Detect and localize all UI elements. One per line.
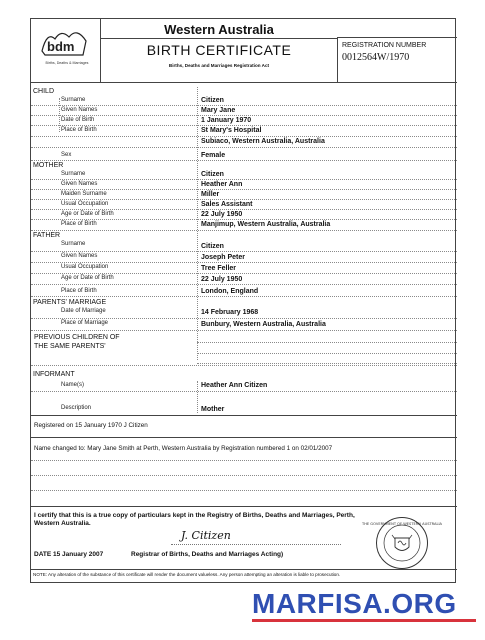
section-parents-marriage: PARENTS' MARRIAGE [33, 299, 107, 306]
table-row [197, 343, 457, 354]
divider [31, 437, 457, 438]
title-box [101, 19, 337, 83]
previous-children-label-1: PREVIOUS CHILDREN OF [34, 334, 120, 341]
divider [31, 460, 457, 461]
table-row [31, 286, 457, 297]
table-row [31, 107, 457, 116]
table-row [31, 97, 457, 106]
divider [31, 569, 457, 570]
field-value: Heather Ann [201, 181, 243, 188]
logo-box [31, 19, 101, 83]
field-label: Place of Birth [61, 127, 97, 133]
field-value: 14 February 1968 [201, 309, 259, 316]
table-row [31, 393, 457, 415]
table-row [31, 191, 457, 200]
table-row [197, 354, 457, 364]
field-value: Bunbury, Western Australia, Australia [201, 321, 326, 328]
bdm-logo-icon [39, 25, 91, 61]
name-change-text: Name changed to: Mary Jane Smith at Perth, Western Australia by Registration numbered 1 on 02/01/2007 [34, 445, 333, 452]
table-row [31, 127, 457, 137]
seal-text: THE GOVERNMENT OF WESTERN AUSTRALIA [361, 522, 443, 526]
field-label: Description [61, 405, 92, 411]
field-value: Citizen [201, 97, 224, 104]
table-row [31, 275, 457, 285]
field-label: Usual Occupation [61, 201, 109, 207]
field-value: 22 July 1950 [201, 211, 243, 218]
signature-line [171, 544, 341, 545]
divider [31, 490, 457, 491]
divider [31, 415, 457, 416]
field-label: Place of Marriage [61, 320, 109, 326]
field-label: Place of Birth [61, 288, 97, 294]
table-row [31, 264, 457, 274]
registrar-label: Registrar of Births, Deaths and Marriages Acting) [131, 551, 284, 558]
section-father: FATHER [33, 232, 61, 239]
table-row [31, 308, 457, 319]
field-value: Mother [201, 406, 225, 413]
field-value: Joseph Peter [201, 254, 245, 261]
field-label: Sex [61, 152, 72, 158]
field-label: Surname [61, 241, 86, 247]
divider [31, 506, 457, 507]
section-mother: MOTHER [33, 162, 64, 169]
field-label: Name(s) [61, 382, 85, 388]
field-value: St Mary's Hospital [201, 127, 262, 134]
field-value: Citizen [201, 171, 224, 178]
table-row [31, 201, 457, 210]
field-value: Female [201, 152, 226, 159]
field-label: Usual Occupation [61, 264, 109, 270]
section-child: CHILD [33, 88, 55, 95]
field-label: Place of Birth [61, 221, 97, 227]
table-row [31, 181, 457, 190]
table-row [31, 117, 457, 126]
table-row [31, 221, 457, 231]
logo-caption: Births, Deaths & Marriages [45, 61, 89, 65]
table-row [31, 380, 457, 392]
table-row [31, 253, 457, 263]
field-value: Sales Assistant [201, 201, 253, 208]
field-value: London, England [201, 288, 259, 295]
field-value: Miller [201, 191, 220, 198]
field-label: Surname [61, 97, 86, 103]
act-subtitle: Births, Deaths and Marriages Registration Act [168, 63, 270, 68]
table-row [31, 149, 457, 161]
section-informant: INFORMANT [33, 371, 75, 378]
field-label: Surname [61, 171, 86, 177]
watermark-underline [252, 619, 476, 622]
signature: J. Citizen [181, 529, 231, 542]
svg-text:bdm: bdm [47, 39, 75, 54]
divider [31, 365, 457, 366]
field-value: 1 January 1970 [201, 117, 252, 124]
field-label: Age or Date of Birth [61, 211, 114, 217]
field-value: Mary Jane [201, 107, 236, 114]
field-value: Tree Feller [201, 265, 237, 272]
registration-box [337, 37, 457, 83]
table-row [31, 171, 457, 180]
table-row [197, 332, 457, 343]
birth-certificate [30, 18, 456, 583]
previous-children-label-2: THE SAME PARENTS' [34, 343, 106, 350]
table-row [31, 241, 457, 252]
registration-number: 0012564W/1970 [342, 52, 410, 63]
footer-note: NOTE: Any alteration of the substance of this certificate will render the document valueless. Any person attempting an alteration is liable to prosecution. [33, 572, 341, 577]
field-value: Heather Ann Citizen [201, 382, 268, 389]
table-row [31, 320, 457, 331]
divider [31, 475, 457, 476]
table-row [31, 138, 457, 148]
field-label: Given Names [61, 253, 98, 259]
field-value: Citizen [201, 243, 224, 250]
field-label: Maiden Surname [61, 191, 107, 197]
registered-text: Registered on 15 January 1970 J Citizen [34, 422, 148, 429]
field-label: Age or Date of Birth [61, 275, 114, 281]
certification-statement: I certify that this is a true copy of particulars kept in the Registry of Births, Deaths and Marriages, Perth, Western Australia. [34, 512, 355, 527]
field-label: Given Names [61, 181, 98, 187]
field-label: Given Names [61, 107, 98, 113]
field-label: Date of Birth [61, 117, 95, 123]
watermark: MARFISA.ORG [252, 588, 457, 619]
field-value: Manjimup, Western Australia, Australia [201, 221, 331, 228]
table-row [31, 211, 457, 220]
government-seal-icon [361, 516, 443, 570]
field-label: Date of Marriage [61, 308, 106, 314]
field-value: Subiaco, Western Australia, Australia [201, 138, 325, 145]
state-title: Western Australia [101, 21, 337, 39]
certificate-date: DATE 15 January 2007 [34, 551, 104, 558]
document-title: BIRTH CERTIFICATE [146, 42, 292, 58]
field-value: 22 July 1950 [201, 276, 243, 283]
certificate-header [31, 19, 457, 83]
registration-label: REGISTRATION NUMBER [342, 42, 427, 49]
